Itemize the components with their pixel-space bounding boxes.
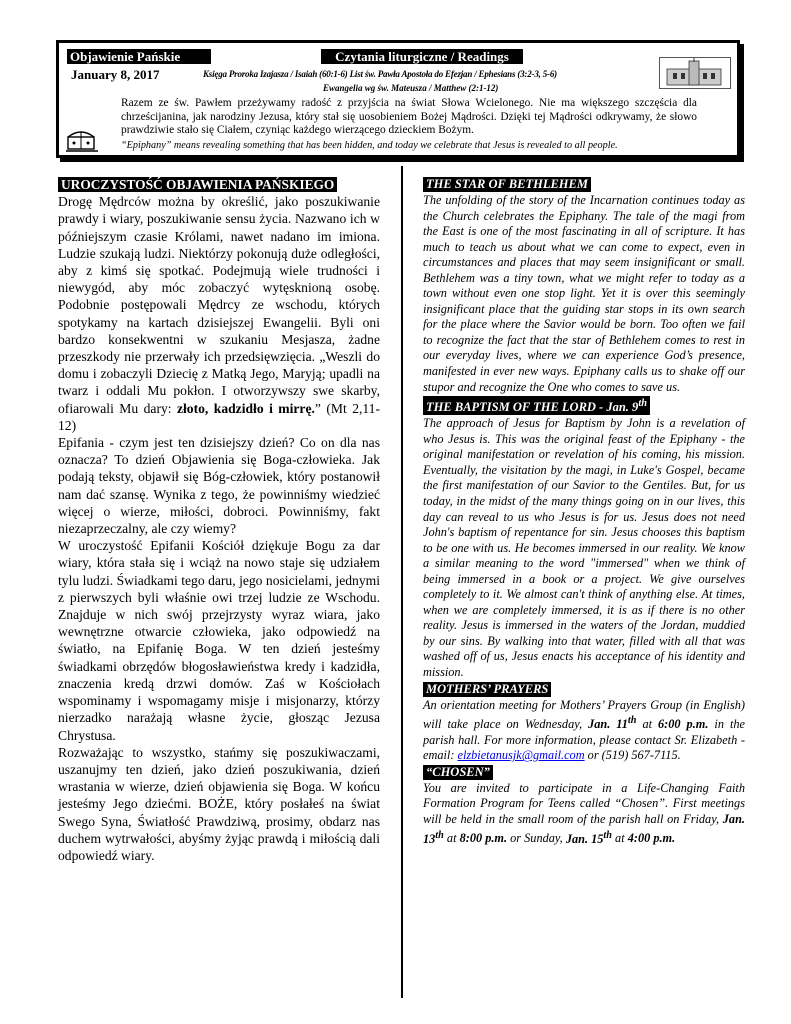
scripture-reference: ” (Mt 2,11-12) [58, 400, 381, 433]
star-of-bethlehem-text: The unfolding of the story of the Incarnation continues today as the Church celebrates the Epiphany. The tale of the magi from the East is one of the most fascinating in all of scripture. It has much to teach us about what we can come to expect, even in circumstances and places that may seem insignificant or small. Bethlehem was a tiny town, what we might refer to today as a town without even one stop light. Yet it is over this seemingly insignificant place that the guiding star stops in its own search for the place where the Savior would be born. Too often we fail to recognize the fact that the star of Bethlehem comes to rest in our everyday lives, where we can experience God’s presence, manifested in ever new ways. Epiphany calls us to shake off our stupor and recognize the One who comes to save us. [423, 193, 745, 394]
chosen-date-2 [565, 829, 612, 846]
header-english-intro: “Epiphany” means revealing something that has been hidden, and today we celebrate that Jesus is revealed to all people. [121, 140, 618, 151]
baptism-heading-sup: th [638, 398, 647, 410]
article-paragraph-4: Rozważając to wszystko, stańmy się poszukiwaczami, uszanujmy ten dzień, jako dzień poszukiwania, dzień wrastania w wierze, dzień objawienia się Boga. W końcu jesteśmy Jego dziećmi. BOŻE, który posłałeś na świat Swego Syna, Światłość Prawdziwą, prosimy, obdarz nas duchem wytrwałości, abyśmy żyjąc prawdą i miłością dali odpowiedź wiary. [58, 744, 380, 863]
contact-email-link[interactable]: elzbietanusjk@gmail.com [457, 748, 585, 763]
article-paragraph-1 [58, 193, 380, 434]
chosen-text [423, 781, 745, 847]
mothers-text-1: An orientation meeting for Mothers’ Prayers Group (in English) will take place on Wednesday, [423, 697, 745, 732]
chosen-text-2: at [443, 831, 460, 846]
chosen-text-4: at [611, 831, 628, 846]
chosen-time-1: 8:00 p.m. [459, 831, 508, 846]
chosen-date-1-sup: th [435, 829, 444, 841]
chosen-date-1-text: Jan. 13 [423, 811, 745, 846]
feast-title: Objawienie Pańskie [67, 49, 211, 64]
column-divider [401, 166, 403, 998]
announcements-column [423, 176, 745, 847]
chosen-text-3: or Sunday, [507, 831, 566, 846]
article-paragraph-3: W uroczystość Epifanii Kościół dziękuje Bogu za dar wiary, która stała się i wciąż na nowo staje się udziałem tylu ludzi. Świadkami tego daru, jego nosicielami, jednymi z pierwszych byli właśnie owi trzej ludzie ze Wschodu. Znajduje w nich swój przejrzysty wyraz wiara, jako wewnętrzne otwarcie człowieka, jako odpowiedź na światło, na Epifanię Boga. W ten dzień jesteśmy świadkami obrzędów błogosławieństwa kredy i kadzidła, znaczenia kredą drzwi domów. Zaś w Kościołach wspominamy i wspomagamy misje i misjonarzy, którzy nierzadko narażają własne życie, głosząc Jezusa Chrystusa. [58, 538, 380, 743]
bulletin-header [56, 40, 740, 158]
chosen-date-2-text: Jan. 15 [565, 831, 604, 846]
chosen-heading: “CHOSEN” [423, 765, 493, 780]
mothers-date-sup: th [627, 715, 637, 727]
chosen-date-2-sup: th [603, 829, 612, 841]
readings-label: Czytania liturgiczne / Readings [321, 49, 523, 64]
star-of-bethlehem-heading: THE STAR OF BETHLEHEM [423, 177, 591, 192]
mothers-prayers-text [423, 698, 745, 764]
gift-chest-icon [65, 125, 99, 153]
readings-references: Księga Proroka Izajasza / Isaiah (60:1-6) List św. Pawła Apostoła do Efezjan / Ephesians (3:2-3, 5-6) [203, 69, 557, 79]
baptism-heading [423, 396, 650, 415]
baptism-text: The approach of Jesus for Baptism by John is a revelation of who Jesus is. This was the original feast of the Epiphany - the original manifestation or revelation of his coming, his mission. Eventually, the visitation by the magi, in Luke's Gospel, became the first manifestation of our Savior to the Gentiles. But, for us today, in the midst of the many things going on in our lives, this day can reveal to us who Jesus is for us. Jesus does not need John's baptism of repentance for sin. Jesus chooses this baptism to be one with us. He becomes immersed in our reality. We know a similar meaning to the word "immersed" when we think of being immersed in a book or a project. We give ourselves completely to it. We almost can't think of anything else. At times, when we are completely immersed, it is as if there is no other reality. Jesus is immersed in the waters of the Jordan, muddied by our sins. By walking into that water, filled with all that was washed off of us, Jesus enacts his acceptance of his identity and mission. [423, 416, 745, 680]
mothers-date-text: Jan. 11 [588, 717, 628, 732]
mothers-time: 6:00 p.m. [658, 717, 709, 732]
gospel-reference: Ewangelia wg św. Mateusza / Matthew (2:1-12) [323, 83, 499, 93]
article-paragraph-2: Epifania - czym jest ten dzisiejszy dzień? Co on dla nas oznacza? To dzień Objawienia się Boga-człowieka. Jak podają teksty, objawił się Bóg-człowiek, który postanowił nam dać szansę. Wynika z tego, że powinniśmy wiedzieć więcej o wierze, miłości, dobroci. Powinniśmy, fakt niezaprzeczalny, ale czy wiemy? [58, 435, 380, 537]
mothers-text-3: in the parish hall. For more information, please contact Sr. Elizabeth - email: [423, 717, 745, 763]
bulletin-date: January 8, 2017 [71, 67, 160, 82]
mothers-text-4: or (519) 567-7115. [584, 748, 681, 763]
mothers-date [588, 717, 636, 731]
mothers-prayers-heading: MOTHERS’ PRAYERS [423, 682, 551, 697]
chosen-time-2: 4:00 p.m. [627, 831, 676, 846]
header-polish-intro: Razem ze św. Pawłem przeżywamy radość z przyjścia na świat Słowa Wcielonego. Nie ma większego szczęścia dla chrześcijanina, jak narodziny Jezusa, który stał się uosobieniem Bożej Mądrości. Dzięki tej Mądrości odkrywamy, że słowo prawdziwie stało się Ciałem, czyniąc każdego wierzącego dzieckiem Bożym. [121, 97, 697, 137]
baptism-heading-text: THE BAPTISM OF THE LORD - Jan. 9 [426, 400, 639, 415]
mothers-text-2: at [636, 717, 659, 732]
polish-article-heading: UROCZYSTOŚĆ OBJAWIENIA PAŃSKIEGO [58, 177, 337, 192]
paragraph-1-text: Drogę Mędrców można by określić, jako poszukiwanie prawdy i wiary, poszukiwanie sensu życia. Nazwano ich w późniejszym czasie Królami, nawet nadano im imiona. Ludzie szukają ludzi. Niektórzy pokonują duże odległości, aby z kimś się spotkać. Podejmują wiele trudności i niewygód, aby móc zobaczyć wytęsknioną osobę. Podobnie postępowali Mędrcy ze wschodu, których spotykamy na kartach dzisiejszej Ewangelii. Byli oni bardzo konsekwentni w szukaniu Mesjasza, żadne przeszkody nie przerwały ich przedsięwzięcia. „Weszli do domu i zobaczyli Dziecię z Matką Jego, Maryją; upadli na twarz i oddali Mu pokłon. I otworzywszy swe skarby, ofiarowali Mu dary: [58, 194, 380, 416]
church-illustration-icon [659, 57, 731, 89]
polish-article-column [58, 176, 380, 864]
chosen-text-1: You are invited to participate in a Life-Changing Faith Formation Program for Teens called “Chosen”. First meetings will be held in the small room of the parish hall on Friday, [423, 780, 745, 826]
gifts-bold-text: złoto, kadzidło i mirrę. [177, 400, 315, 416]
